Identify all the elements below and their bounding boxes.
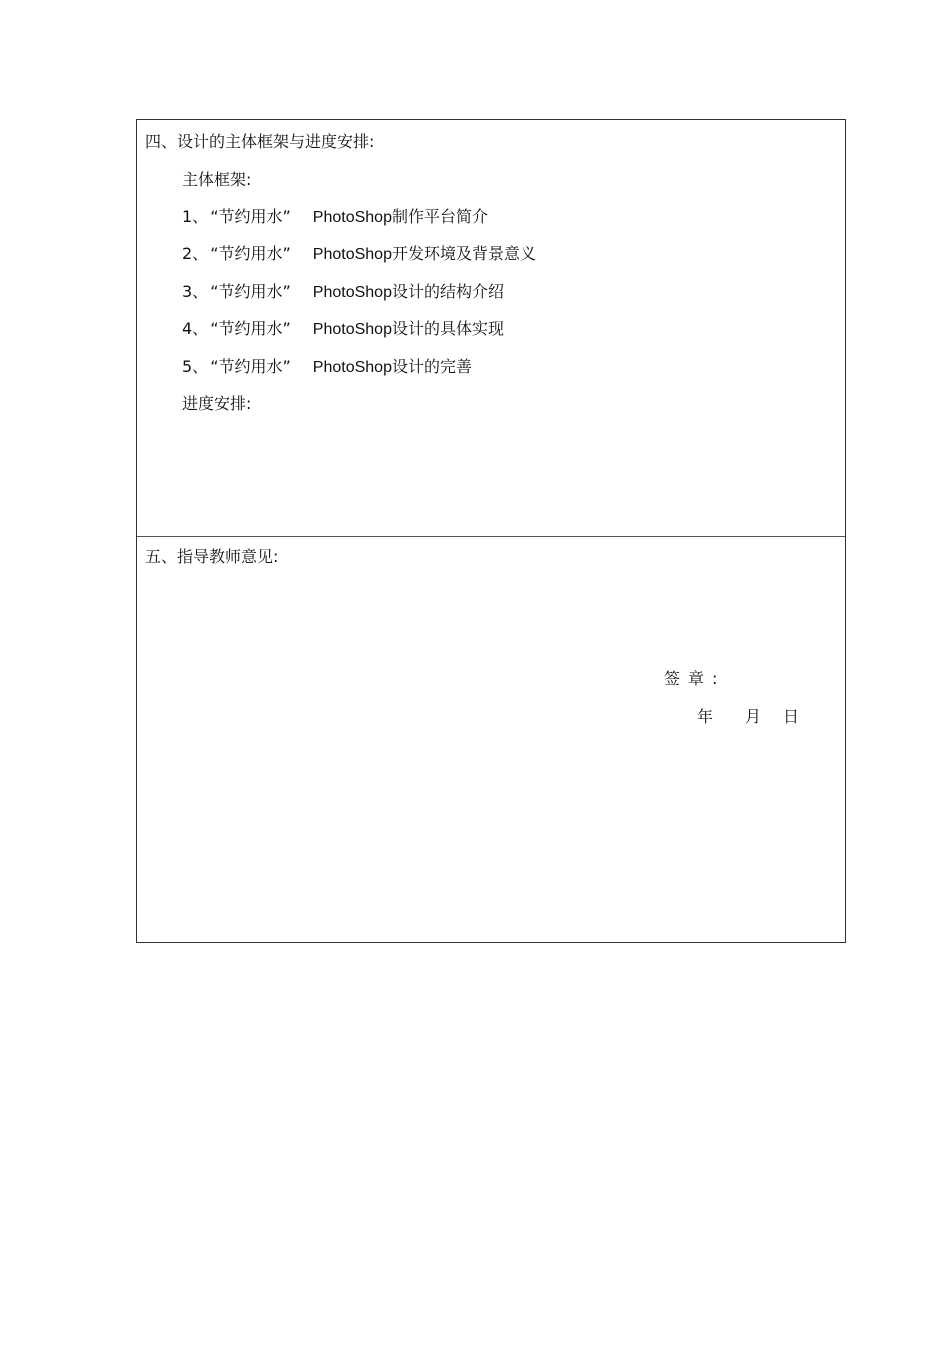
list-item <box>182 357 472 378</box>
date-day-label: 日 <box>783 707 800 726</box>
form-table <box>136 119 846 943</box>
item-quote: “节约用水” <box>210 282 291 301</box>
list-item <box>182 207 488 228</box>
item-number: 4、 <box>182 319 209 338</box>
item-quote: “节约用水” <box>210 244 291 263</box>
item-number: 1、 <box>182 207 209 226</box>
list-item <box>182 282 504 303</box>
item-number: 3、 <box>182 282 209 301</box>
list-item <box>182 244 536 265</box>
item-number: 5、 <box>182 357 209 376</box>
date-year-label: 年 <box>697 707 714 726</box>
list-item <box>182 319 504 340</box>
section-advisor-opinion <box>137 537 845 942</box>
item-description: PhotoShop设计的完善 <box>312 359 472 376</box>
schedule-label: 进度安排: <box>182 394 252 413</box>
item-quote: “节约用水” <box>210 357 291 376</box>
framework-label: 主体框架: <box>182 170 252 189</box>
item-description: PhotoShop设计的结构介绍 <box>312 284 504 301</box>
section-design-framework <box>137 120 845 537</box>
date-line <box>697 707 799 727</box>
item-quote: “节约用水” <box>210 207 291 226</box>
item-description: PhotoShop设计的具体实现 <box>312 321 504 338</box>
section-four-heading: 四、设计的主体框架与进度安排: <box>145 132 375 151</box>
date-month-label: 月 <box>745 707 762 726</box>
item-number: 2、 <box>182 244 209 263</box>
section-five-heading: 五、指导教师意见: <box>145 547 279 566</box>
item-description: PhotoShop开发环境及背景意义 <box>312 246 536 263</box>
item-description: PhotoShop制作平台简介 <box>312 209 488 226</box>
signature-label: 签章: <box>664 669 726 688</box>
item-quote: “节约用水” <box>210 319 291 338</box>
